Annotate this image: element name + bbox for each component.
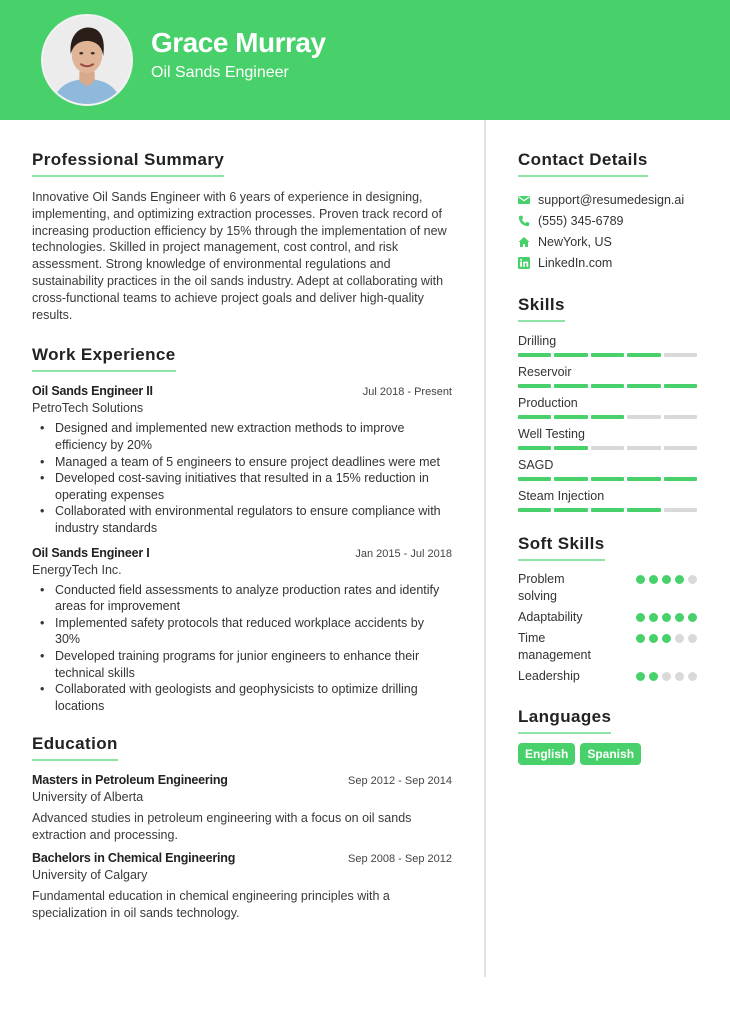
- soft-skill-name: Adaptability: [518, 610, 583, 624]
- skill-item: [518, 396, 698, 419]
- phone-icon: [518, 215, 530, 227]
- rating-dot: [688, 575, 697, 584]
- job-entry: [32, 384, 452, 536]
- list-item: • Managed a team of 5 engineers to ensure project deadlines were met: [32, 454, 452, 471]
- job-company: PetroTech Solutions: [32, 401, 144, 416]
- skill-name: Production: [518, 396, 578, 410]
- degree: Bachelors in Chemical Engineering: [32, 851, 236, 866]
- languages-section: [518, 707, 698, 765]
- section-title: Soft Skills: [518, 534, 605, 561]
- language-tag: Spanish: [580, 743, 641, 765]
- section-title: Languages: [518, 707, 611, 734]
- list-item: • Developed cost-saving initiatives that resulted in a 15% reduction in operating expenses: [32, 470, 452, 503]
- skill-level-segment: [627, 415, 660, 419]
- rating-dot: [636, 672, 645, 681]
- rating-dot: [662, 613, 671, 622]
- education-dates: Sep 2012 - Sep 2014: [348, 775, 452, 788]
- contact-value: NewYork, US: [538, 234, 612, 249]
- contact-value: LinkedIn.com: [538, 255, 613, 270]
- rating-dot: [675, 613, 684, 622]
- skill-level-segment: [554, 508, 587, 512]
- skill-name: Steam Injection: [518, 489, 605, 503]
- skill-level-segment: [554, 477, 587, 481]
- contact-linkedin[interactable]: [518, 252, 698, 273]
- job-company: EnergyTech Inc.: [32, 562, 122, 577]
- skill-level-segment: [664, 446, 697, 450]
- rating-dot: [662, 634, 671, 643]
- sidebar-column: [518, 150, 698, 785]
- education-section: [32, 734, 452, 921]
- list-item: • Developed training programs for junior engineers to enhance their technical skills: [32, 648, 452, 681]
- skill-level-bar: [518, 384, 697, 388]
- skill-level-segment: [518, 508, 551, 512]
- soft-skill-rating: [636, 571, 697, 584]
- experience-section: [32, 345, 452, 714]
- rating-dot: [649, 613, 658, 622]
- candidate-name: Grace Murray: [151, 27, 326, 58]
- rating-dot: [675, 575, 684, 584]
- school: University of Calgary: [32, 868, 148, 883]
- contact-location: [518, 231, 698, 252]
- skill-item: [518, 365, 698, 388]
- job-bullets: [32, 420, 452, 536]
- job-dates: Jul 2018 - Present: [362, 386, 452, 399]
- rating-dot: [688, 672, 697, 681]
- rating-dot: [649, 575, 658, 584]
- skill-level-bar: [518, 446, 697, 450]
- avatar: [41, 14, 133, 106]
- skill-level-segment: [554, 415, 587, 419]
- skill-level-segment: [664, 415, 697, 419]
- contact-value: support@resumedesign.ai: [538, 192, 685, 207]
- skill-level-segment: [554, 384, 587, 388]
- skill-level-segment: [554, 446, 587, 450]
- skill-name: Well Testing: [518, 427, 585, 441]
- skill-level-segment: [627, 384, 660, 388]
- skills-section: [518, 295, 698, 512]
- skill-level-segment: [518, 353, 551, 357]
- soft-skill-item: [518, 630, 698, 664]
- list-item: • Conducted field assessments to analyze production rates and identify areas for improvement: [32, 582, 452, 615]
- skill-item: [518, 427, 698, 450]
- education-description: Fundamental education in chemical engineering principles with a specialization in oil sands technology.: [32, 889, 390, 921]
- summary-section: [32, 150, 452, 323]
- candidate-title: Oil Sands Engineer: [151, 64, 289, 81]
- education-description: Advanced studies in petroleum engineering with a focus on oil sands extraction and processing.: [32, 811, 412, 842]
- soft-skill-rating: [636, 609, 697, 622]
- skill-level-segment: [518, 477, 551, 481]
- rating-dot: [675, 634, 684, 643]
- skill-level-segment: [518, 384, 551, 388]
- section-title: Education: [32, 734, 118, 761]
- rating-dot: [649, 634, 658, 643]
- skill-name: Drilling: [518, 334, 557, 348]
- soft-skill-item: [518, 668, 698, 685]
- job-role: Oil Sands Engineer II: [32, 384, 153, 399]
- soft-skill-rating: [636, 630, 697, 643]
- rating-dot: [636, 613, 645, 622]
- resume-header: [0, 0, 730, 120]
- soft-skills-section: [518, 534, 698, 685]
- contact-value: (555) 345-6789: [538, 213, 624, 228]
- soft-skill-item: [518, 609, 698, 626]
- soft-skill-item: [518, 571, 698, 605]
- education-entry: [32, 773, 452, 843]
- list-item: • Designed and implemented new extraction methods to improve efficiency by 20%: [32, 420, 452, 453]
- job-entry: [32, 546, 452, 715]
- list-item: • Collaborated with environmental regulators to ensure compliance with industry standards: [32, 503, 452, 536]
- section-title: Contact Details: [518, 150, 648, 177]
- job-role: Oil Sands Engineer I: [32, 545, 150, 560]
- rating-dot: [662, 575, 671, 584]
- section-title: Work Experience: [32, 345, 176, 372]
- rating-dot: [688, 634, 697, 643]
- contact-phone[interactable]: [518, 210, 698, 231]
- skill-level-segment: [591, 415, 624, 419]
- skill-level-segment: [591, 477, 624, 481]
- skill-level-bar: [518, 477, 697, 481]
- degree: Masters in Petroleum Engineering: [32, 773, 228, 788]
- rating-dot: [662, 672, 671, 681]
- skill-level-segment: [554, 353, 587, 357]
- rating-dot: [688, 613, 697, 622]
- list-item: • Collaborated with geologists and geophysicists to optimize drilling locations: [32, 681, 452, 714]
- skill-level-segment: [664, 508, 697, 512]
- soft-skills-list: [518, 571, 698, 685]
- education-dates: Sep 2008 - Sep 2012: [348, 853, 452, 866]
- skill-level-segment: [591, 353, 624, 357]
- rating-dot: [649, 672, 658, 681]
- column-divider: [484, 120, 486, 977]
- rating-dot: [675, 672, 684, 681]
- skill-item: [518, 334, 698, 357]
- job-bullets: [32, 582, 452, 715]
- section-title: Professional Summary: [32, 150, 224, 177]
- skill-level-bar: [518, 508, 697, 512]
- skill-level-segment: [664, 384, 697, 388]
- skill-level-segment: [627, 477, 660, 481]
- skill-level-segment: [591, 508, 624, 512]
- skill-level-bar: [518, 353, 697, 357]
- linkedin-icon: [518, 257, 530, 269]
- skills-list: [518, 334, 698, 512]
- rating-dot: [636, 575, 645, 584]
- skill-level-segment: [591, 446, 624, 450]
- home-icon: [518, 236, 530, 248]
- job-dates: Jan 2015 - Jul 2018: [355, 547, 452, 560]
- soft-skill-name: Time management: [518, 631, 591, 662]
- summary-text: Innovative Oil Sands Engineer with 6 years of experience in designing, implementing, and optimizing extraction processes. Proven track record of increasing production efficiency by 15% through the implementation of new technologies. Skilled in project management, cost control, and risk assessment. Strong knowledge of environmental regulations and sustainability practices in the oil sands industry. Adept at collaborating with cross-functional teams to achieve project goals and deliver high-quality results.: [32, 190, 447, 322]
- list-item: • Implemented safety protocols that reduced workplace accidents by 30%: [32, 615, 452, 648]
- skill-level-segment: [627, 353, 660, 357]
- skill-item: [518, 458, 698, 481]
- soft-skill-name: Problem solving: [518, 572, 565, 603]
- school: University of Alberta: [32, 790, 144, 805]
- language-tag: English: [518, 743, 575, 765]
- skill-level-segment: [518, 415, 551, 419]
- contact-section: [518, 150, 698, 273]
- skill-level-bar: [518, 415, 697, 419]
- skill-level-segment: [518, 446, 551, 450]
- skill-level-segment: [664, 353, 697, 357]
- skill-name: SAGD: [518, 458, 554, 472]
- skill-level-segment: [627, 446, 660, 450]
- languages-list: [518, 743, 698, 765]
- soft-skill-rating: [636, 668, 697, 681]
- skill-level-segment: [591, 384, 624, 388]
- main-column: [32, 150, 452, 942]
- envelope-icon: [518, 194, 530, 206]
- soft-skill-name: Leadership: [518, 669, 580, 683]
- rating-dot: [636, 634, 645, 643]
- education-entry: [32, 851, 452, 921]
- skill-item: [518, 489, 698, 512]
- person-photo-icon: [43, 16, 131, 104]
- skill-level-segment: [627, 508, 660, 512]
- contact-email[interactable]: [518, 189, 698, 210]
- section-title: Skills: [518, 295, 565, 322]
- skill-name: Reservoir: [518, 365, 572, 379]
- skill-level-segment: [664, 477, 697, 481]
